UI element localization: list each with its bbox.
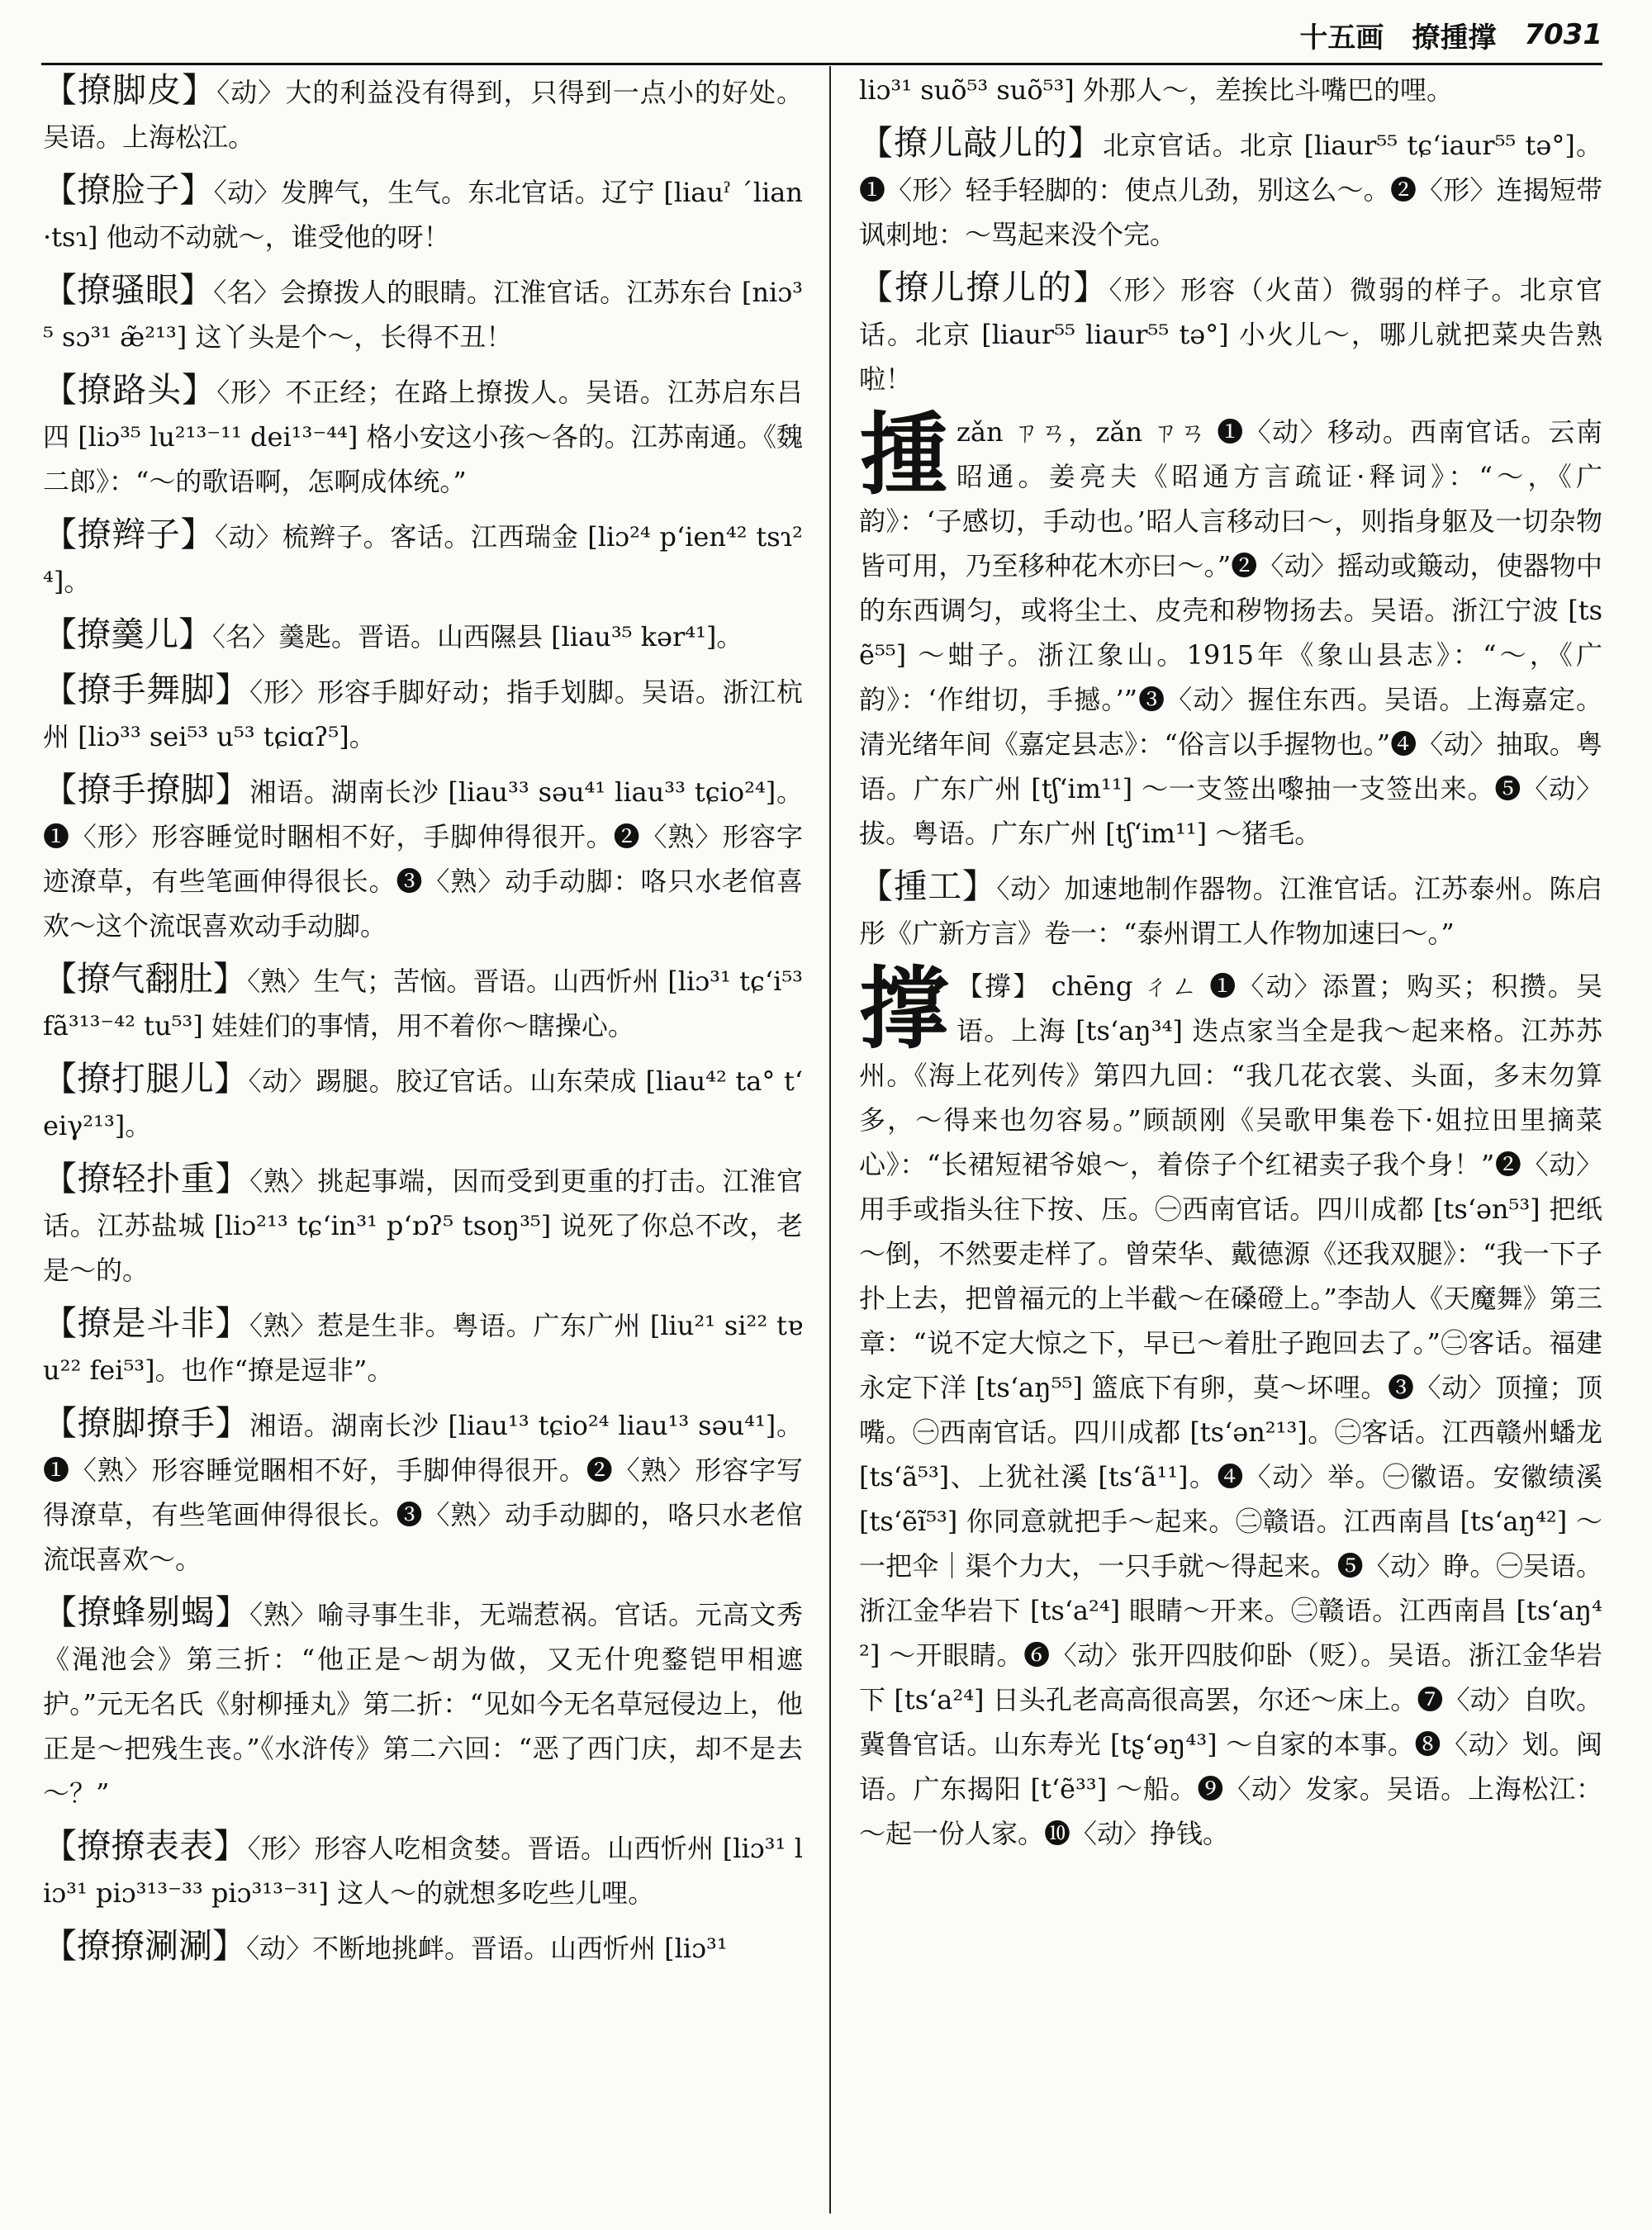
character-headword: 撑	[859, 957, 949, 1061]
dictionary-entry	[43, 68, 803, 159]
entry-definition: 北京官话。北京 [liaur⁵⁵ tɕʻiaur⁵⁵ tə°]。❶〈形〉轻手轻脚的：使点儿劲，别这么～。❷〈形〉连揭短带讽刺地：～骂起来没个完。	[859, 130, 1602, 250]
entry-headword: 【撩手舞脚】	[43, 670, 250, 709]
dictionary-entry	[43, 1401, 803, 1582]
entry-headword: 【揰工】	[859, 866, 997, 906]
dictionary-entry	[859, 121, 1602, 257]
entry-definition: 〈形〉形容人吃相贪婪。晋语。山西忻州 [liɔ³¹ liɔ³¹ piɔ³¹³⁻³³ piɔ³¹³⁻³¹] 这人～的就想多吃些儿哩。	[43, 1833, 803, 1909]
entry-headword: 【撩气翻肚】	[43, 959, 248, 999]
entry-headword: 【撩蜂剔蝎】	[43, 1592, 250, 1632]
entry-headword: 【撩辫子】	[43, 515, 216, 554]
entry-definition: 〈动〉大的利益没有得到，只得到一点小的好处。吴语。上海松江。	[43, 77, 803, 153]
entry-definition: 〈形〉不正经；在路上撩拨人。吴语。江苏启东吕四 [liɔ³⁵ lu²¹³⁻¹¹ dei¹³⁻⁴⁴] 格小安这小孩～各的。江苏南通。《魏二郎》：“～的歌语啊，怎啊成体统。”	[43, 377, 803, 497]
entry-headword: 【撩手撩脚】	[43, 770, 250, 809]
dictionary-entry	[43, 368, 803, 504]
dictionary-entry	[43, 1156, 803, 1293]
entry-definition: 〈名〉羹匙。晋语。山西隰县 [liau³⁵ kər⁴¹]。	[212, 621, 743, 652]
entry-headword: 【撩是斗非】	[43, 1303, 249, 1343]
entry-headword: 【撩脚皮】	[43, 70, 217, 110]
dictionary-entry	[43, 1056, 803, 1148]
entry-definition: 〈动〉加速地制作器物。江淮官话。江苏泰州。陈启彤《广新方言》卷一：“泰州谓工人作物加速曰～。”	[859, 873, 1602, 949]
character-headword: 揰	[859, 403, 949, 507]
dictionary-entry	[43, 1301, 803, 1393]
dictionary-entry	[43, 268, 803, 359]
entry-headword: 【撩儿撩儿的】	[859, 268, 1109, 307]
entry-definition: 〈名〉会撩拨人的眼睛。江淮官话。江苏东台 [niɔ³⁵ sɔ³¹ æ̃²¹³] 这丫头是个～，长得不丑！	[43, 277, 803, 353]
entry-definition: 〈熟〉喻寻事生非，无端惹祸。官话。元高文秀《渑池会》第三折：“他正是～胡为做，又无什兜鍪铠甲相遮护。”元无名氏《射柳捶丸》第二折：“见如今无名草冠侵边上，他正是～把残生丧。”《水浒传》第二六回：“恶了西门庆，却不是去～？”	[43, 1599, 803, 1809]
header-rule	[41, 63, 1602, 65]
entry-definition: zǎn ㄗㄢ，zǎn ㄗㄢ ❶〈动〉移动。西南官话。云南昭通。姜亮夫《昭通方言疏证·释词》：“～，《广韵》：‘子感切，手动也。’昭人言移动曰～，则指身躯及一切杂物皆可用，乃至移种花木亦曰～。”❷〈动〉摇动或簸动，使器物中的东西调匀，或将尘土、皮壳和秽物扬去。吴语。浙江宁波 [tsẽ⁵⁵] ～蚶子。浙江象山。1915年《象山县志》：“～，《广韵》：‘作绀切，手撼。’”❸〈动〉握住东西。吴语。上海嘉定。清光绪年间《嘉定县志》：“俗言以手握物也。”❹〈动〉抽取。粤语。广东广州 [tʃʻim¹¹] ～一支签出嚟抽一支签出来。❺〈动〉拔。粤语。广东广州 [tʃʻim¹¹] ～猪毛。	[859, 416, 1602, 849]
dictionary-entry	[43, 1590, 803, 1815]
entry-definition: 〈形〉形容（火苗）微弱的样子。北京官话。北京 [liaur⁵⁵ liaur⁵⁵ tə°] 小火儿～，哪儿就把菜央告熟啦！	[859, 274, 1602, 395]
header-chars: 撩揰撑	[1412, 21, 1497, 55]
entry-definition: 〈形〉形容手脚好动；指手划脚。吴语。浙江杭州 [liɔ³³ sei⁵³ u⁵³ tɕiɑʔ⁵]。	[43, 676, 803, 752]
entry-definition: 湘语。湖南长沙 [liau³³ səu⁴¹ liau³³ tɕio²⁴]。❶〈形〉形容睡觉时睏相不好，手脚伸得很开。❷〈熟〉形容字迹潦草，有些笔画伸得很长。❸〈熟〉动手动脚：咯只水老倌喜欢～这个流氓喜欢动手动脚。	[43, 776, 803, 942]
page-header	[1189, 15, 1602, 55]
entry-definition: 〈动〉梳辫子。客话。江西瑞金 [liɔ²⁴ pʻien⁴² tsɿ²⁴]。	[43, 521, 803, 597]
entry-headword: 【撩羹儿】	[43, 614, 212, 654]
entry-definition: 【撐】 chēng ㄔㄥ ❶〈动〉添置；购买；积攒。吴语。上海 [tsʻaŋ³⁴] 迭点家当全是我～起来格。江苏苏州。《海上花列传》第四九回：“我几花衣裳、头面，多末勿算多，～得来也勿容易。”顾颉刚《吴歌甲集卷下·姐拉田里摘菜心》：“长裙短裙爷娘～，着倷子个红裙卖子我个身！”❷〈动〉用手或指头往下按、压。㊀西南官话。四川成都 [tsʻən⁵³] 把纸～倒，不然要走样了。曾荣华、戴德源《还我双腿》：“我一下子扑上去，把曾福元的上半截～在磉磴上。”李劼人《天魔舞》第三章：“说不定大惊之下，早已～着肚子跑回去了。”㊁客话。福建永定下洋 [tsʻaŋ⁵⁵] 篮底下有卵，莫～坏哩。❸〈动〉顶撞；顶嘴。㊀西南官话。四川成都 [tsʻən²¹³]。㊁客话。江西赣州蟠龙 [tsʻã⁵³]、上犹社溪 [tsʻã¹¹]。❹〈动〉举。㊀徽语。安徽绩溪 [tsʻẽĩ⁵³] 你同意就把手～起来。㊁赣语。江西南昌 [tsʻaŋ⁴²] ～一把伞｜渠个力大，一只手就～得起来。❺〈动〉睁。㊀吴语。浙江金华岩下 [tsʻa²⁴] 眼睛～开来。㊁赣语。江西南昌 [tsʻaŋ⁴²] ～开眼睛。❻〈动〉张开四肢仰卧（贬）。吴语。浙江金华岩下 [tsʻa²⁴] 日头孔老高高很高罢，尔还～床上。❼〈动〉自吹。冀鲁官话。山东寿光 [tʂʻəŋ⁴³] ～自家的本事。❽〈动〉划。闽语。广东揭阳 [tʻẽ³³] ～船。❾〈动〉发家。吴语。上海松江：～起一份人家。❿〈动〉挣钱。	[859, 970, 1602, 1849]
entry-definition: 〈熟〉生气；苦恼。晋语。山西忻州 [liɔ³¹ tɕʻi⁵³ fã³¹³⁻⁴² tu⁵³] 娃娃们的事情，用不着你～瞎操心。	[43, 966, 803, 1041]
character-entry	[859, 403, 1602, 856]
entry-definition: 〈熟〉惹是生非。粤语。广东广州 [liu²¹ si²² tɐu²² fei⁵³]。也作“撩是逗非”。	[43, 1310, 803, 1386]
entry-headword: 【撩路头】	[43, 370, 217, 410]
entry-definition: 〈动〉不断地挑衅。晋语。山西忻州 [liɔ³¹	[246, 1933, 728, 1964]
dictionary-entry	[43, 612, 803, 659]
section-label: 十五画	[1299, 21, 1384, 55]
dictionary-entry	[43, 667, 803, 759]
dictionary-entry	[43, 1824, 803, 1915]
entry-definition: liɔ³¹ suõ⁵³ suõ⁵³] 外那人～，差挨比斗嘴巴的哩。	[859, 74, 1453, 106]
dictionary-entry	[43, 767, 803, 948]
right-column	[859, 68, 1602, 2215]
dictionary-entry	[859, 265, 1602, 401]
entry-headword: 【撩撩表表】	[43, 1826, 248, 1866]
dictionary-entry	[43, 956, 803, 1048]
entry-headword: 【撩轻扑重】	[43, 1159, 250, 1198]
entry-definition: 〈动〉踢腿。胶辽官话。山东荣成 [liau⁴² ta° tʻeiγ²¹³]。	[43, 1065, 803, 1141]
entry-definition: 〈动〉发脾气，生气。东北官话。辽宁 [liauˀ ˊlian ·tsɿ] 他动不动就～，谁受他的呀！	[43, 177, 803, 253]
character-entry	[859, 957, 1602, 1856]
entry-definition: 〈熟〉挑起事端，因而受到更重的打击。江淮官话。江苏盐城 [liɔ²¹³ tɕʻin³¹ pʻɒʔ⁵ tsoŋ³⁵] 说死了你总不改，老是～的。	[43, 1165, 803, 1286]
column-divider	[829, 66, 831, 2213]
entry-headword: 【撩脚撩手】	[43, 1403, 250, 1443]
entry-headword: 【撩骚眼】	[43, 270, 214, 310]
entry-headword: 【撩撩涮涮】	[43, 1926, 246, 1966]
dictionary-entry	[43, 168, 803, 259]
entry-headword: 【撩打腿儿】	[43, 1059, 249, 1098]
left-column	[43, 68, 803, 2215]
dictionary-entry	[859, 864, 1602, 956]
dictionary-entry	[43, 1924, 803, 1971]
entry-headword: 【撩脸子】	[43, 170, 214, 210]
dictionary-entry	[43, 512, 803, 604]
page-number: 7031	[1524, 18, 1602, 51]
entry-definition: 湘语。湖南长沙 [liau¹³ tɕio²⁴ liau¹³ səu⁴¹]。❶〈熟〉形容睡觉睏相不好，手脚伸得很开。❷〈熟〉形容字写得潦草，有些笔画伸得很长。❸〈熟〉动手动脚的，咯只水老倌流氓喜欢～。	[43, 1410, 803, 1575]
entry-headword: 【撩儿敲儿的】	[859, 123, 1104, 163]
dictionary-entry-continued	[859, 68, 1602, 112]
